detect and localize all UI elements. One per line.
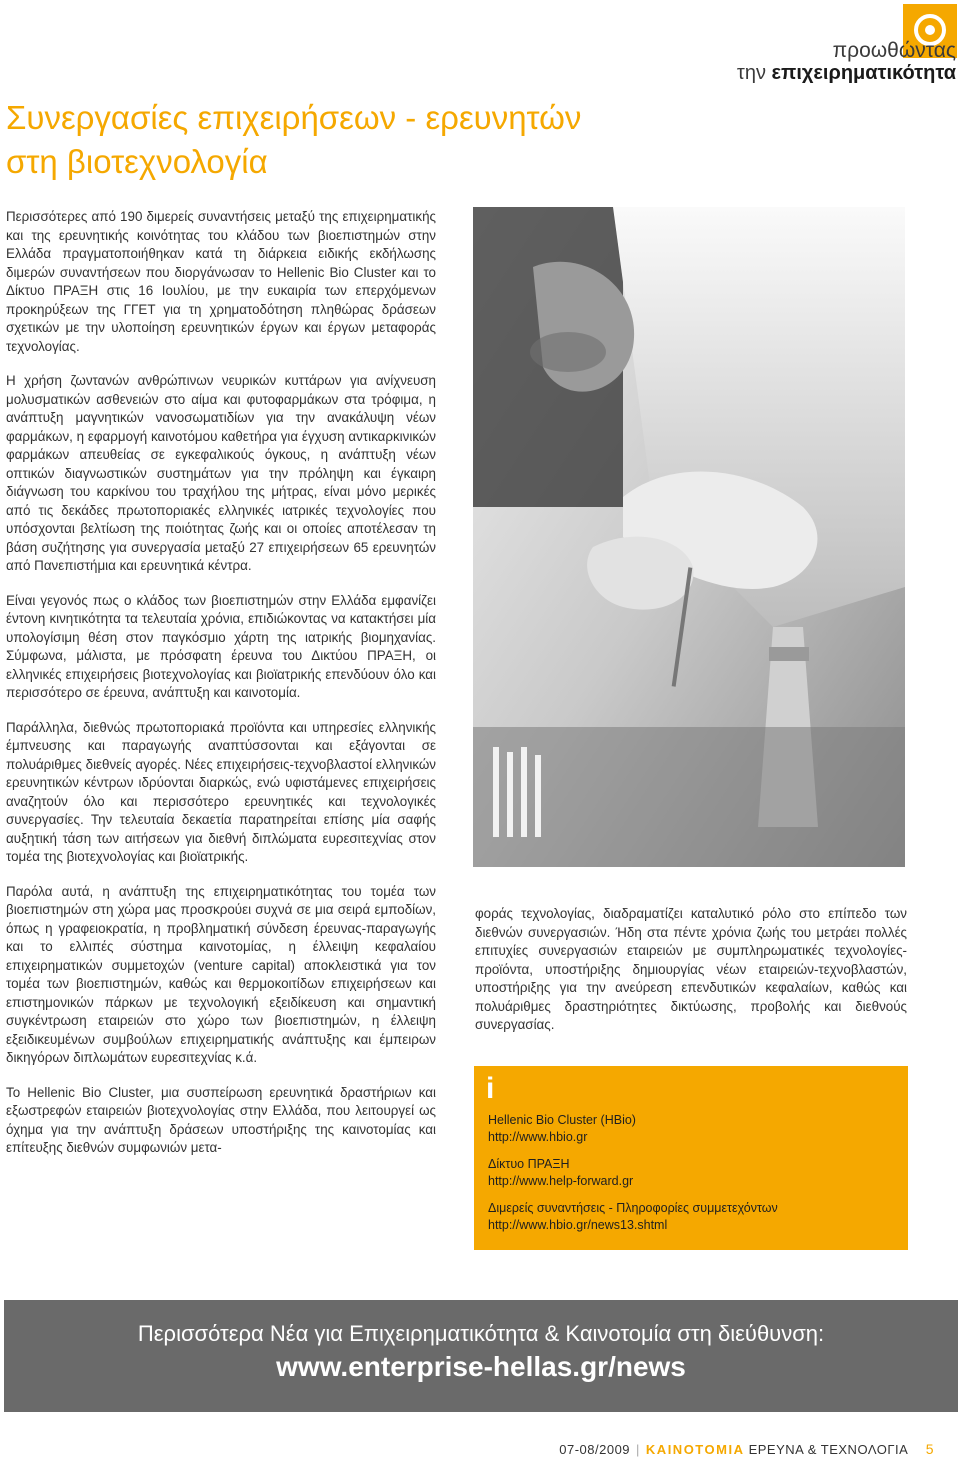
info-item (488, 1200, 778, 1234)
tagline-bold: επιχειρηματικότητα (771, 62, 956, 84)
article-title (6, 96, 646, 184)
info-list (488, 1112, 778, 1244)
info-title: Δίκτυο ΠΡΑΞΗ (488, 1157, 570, 1171)
banner-link[interactable]: www.enterprise-hellas.gr/news (276, 1351, 686, 1382)
right-column (475, 905, 907, 1035)
footer-separator: | (636, 1442, 640, 1457)
footer-section: ΕΡΕΥΝΑ & ΤΕΧΝΟΛΟΓΙΑ (748, 1442, 908, 1457)
tagline-prefix: την (736, 62, 766, 84)
paragraph: φοράς τεχνολογίας, διαδραματίζει καταλυτικό ρόλο στο επίπεδο των διεθνών συνεργασιών. Ήδη στα πέντε χρόνια ζωής του μετράει πολλές επιτυχίες συνεργασιών εταιρειών με συμπληρωματικές τεχνολογίες-προϊόντα, υποστήριξης δημιουργίας νέων εταιρειών-τεχνοβλαστών, υποστήριξης για την ανεύρεση επενδυτικών κεφαλαίων, καθώς και πολυάριθμες δραστηριότητες δικτύωσης, προβολής και διεθνούς συνεργασίας. (475, 906, 907, 1032)
page-number: 5 (925, 1441, 934, 1457)
info-item (488, 1156, 778, 1190)
paragraph: Παράλληλα, διεθνώς πρωτοποριακά προϊόντα και υπηρεσίες ελληνικής έμπνευσης και παραγωγής αναπτύσσονται και εξάγονται σε πολυάριθμες διεθνείς αγορές. Νέες επιχειρήσεις-τεχνοβλαστοί ελληνικών ερευνητικών κέντρων ιδρύονται διαρκώς, ενώ υφιστάμενες επιχειρήσεις αναζητούν όλο και περισσότερο ερευνητικές και τεχνολογικές συνεργασίες. Την τελευταία δεκαετία παρατηρείται επίσης μία σαφής αυξητική τάση των αιτήσεων για διεθνή διπλώματα ευρεσιτεχνίας στον τομέα της βιοτεχνολογίας και βιοϊατρικής. (6, 719, 436, 864)
left-column (6, 208, 436, 1174)
info-link[interactable]: http://www.hbio.gr/news13.shtml (488, 1218, 668, 1232)
tagline (737, 40, 956, 84)
info-icon: i (486, 1072, 495, 1105)
news-banner (4, 1300, 958, 1412)
paragraph: Το Hellenic Bio Cluster, μια συσπείρωση ερευνητικά δραστήριων και εξωστρεφών εταιρειών βιοτεχνολογίας στην Ελλάδα, που λειτουργεί ως όχημα για την ανάπτυξη δράσεων υποστήριξης της καινοτομίας και επίτευξης διεθνών συμφωνιών μετα- (6, 1084, 436, 1155)
page-footer (559, 1441, 934, 1457)
info-link[interactable]: http://www.help-forward.gr (488, 1174, 634, 1188)
paragraph: Παρόλα αυτά, η ανάπτυξη της επιχειρηματικότητας του τομέα των βιοεπιστημών στη χώρα μας προσκρούει συχνά σε μια σειρά εμποδίων, όπως η γραφειοκρατία, η προβληματική σύνδεση έρευνας-παραγωγής και το ελλιπές σύστημα καινοτομίας, η έλλειψη κεφαλαίου επιχειρηματικών συμμετοχών (venture capital) αποκλειστικά για τον τομέα των βιοεπιστημών, καθώς και θερμοκοιτίδων επιχειρήσεων και επιστημονικών πάρκων με τεχνολογική εξειδίκευση και σημαντική συγκέντρωση εταιρειών στο χώρο των βιοεπιστημών, η έλλειψη εξειδικευμένων συμβούλων επιχειρηματικής ανάπτυξης και έμπειρων δικηγόρων διπλωμάτων ευρεσιτεχνίας κ.ά. (6, 883, 436, 1065)
info-item (488, 1112, 778, 1146)
lab-photo (473, 207, 905, 867)
paragraph: Είναι γεγονός πως ο κλάδος των βιοεπιστημών στην Ελλάδα εμφανίζει έντονη κινητικότητα τα τελευταία χρόνια, επιδιώκοντας να κατακτήσει μία υπολογίσιμη θέση στον παγκόσμιο χάρτη της ιατρικής βιομηχανίας. Σύμφωνα, μάλιστα, με πρόσφατη έρευνα του Δικτύου ΠΡΑΞΗ, οι ελληνικές επιχειρήσεις βιοτεχνολογίας και βιοϊατρικής επενδύουν όλο και περισσότερο σε έρευνα, ανάπτυξη και καινοτομία. (6, 592, 436, 700)
paragraph: Η χρήση ζωντανών ανθρώπινων νευρικών κυττάρων για ανίχνευση μολυσματικών ασθενειών στο αίμα και φυτοφαρμάκων στα τρόφιμα, η ανάπτυξη μαγνητικών νανοσωματιδίων για την ανακάλυψη νέων φαρμάκων, η εφαρμογή καινοτόμου καθετήρα για έγχυση αντικαρκινικών φαρμάκων απευθείας σε εγκεφαλικούς όγκους, η ανάπτυξη νέων οπτικών διαγνωστικών συστημάτων για την πρόληψη και έγκαιρη διάγνωση του καρκίνου του τραχήλου της μήτρας, είναι μόνο μερικές από τις δεκάδες πρωτοποριακές ελληνικές ιατρικές τεχνολογίες που υπόσχονται βελτίωση της ποιότητας ζωής και οι οποίες αποτέλεσαν τη βάση συζήτησης για συνεργασία μεταξύ 27 επιχειρήσεων 65 ερευνητών από Πανεπιστήμια και ερευνητικά κέντρα. (6, 373, 436, 573)
info-title: Διμερείς συναντήσεις - Πληροφορίες συμμετεχόντων (488, 1201, 778, 1215)
info-link[interactable]: http://www.hbio.gr (488, 1130, 588, 1144)
footer-section-bold: ΚΑΙΝΟΤΟΜΙΑ (645, 1442, 745, 1457)
tagline-line2 (737, 62, 956, 84)
title-line2: στη βιοτεχνολογία (6, 143, 268, 180)
info-title: Hellenic Bio Cluster (HBio) (488, 1113, 636, 1127)
info-box (474, 1066, 908, 1250)
banner-text: Περισσότερα Νέα για Επιχειρηματικότητα & Καινοτομία στη διεύθυνση: (137, 1321, 825, 1346)
footer-date: 07-08/2009 (559, 1442, 631, 1457)
paragraph: Περισσότερες από 190 διμερείς συναντήσεις μεταξύ της επιχειρηματικής και της ερευνητικής κοινότητας του κλάδου των βιοεπιστημών στην Ελλάδα πραγματοποιήθηκαν κατά τη διάρκεια ειδικής εκδήλωσης διμερών συναντήσεων που διοργάνωσαν το Hellenic Bio Cluster και το Δίκτυο ΠΡΑΞΗ στις 16 Ιουλίου, με την ευκαιρία των επερχόμενων προκηρύξεων της ΓΓΕΤ για τη χρηματοδότηση πληθώρας δράσεων σχετικών με την υλοποίηση ερευνητικών έργων και έργων μεταφοράς τεχνολογίας. (6, 209, 436, 354)
title-line1: Συνεργασίες επιχειρήσεων - ερευνητών (6, 99, 582, 136)
tagline-line1: προωθώντας (832, 39, 956, 62)
